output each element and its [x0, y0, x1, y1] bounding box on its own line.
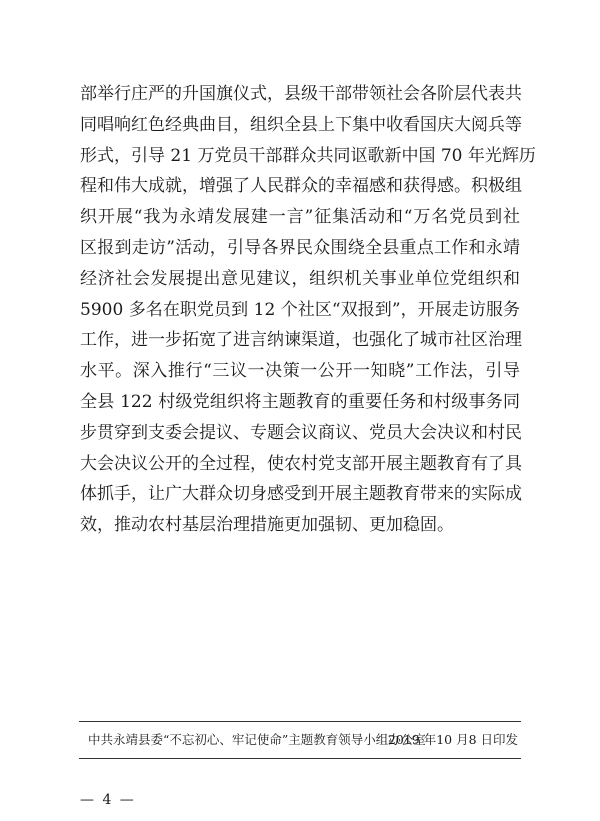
- body-line-13: 大会决议公开的全过程，使农村党支部开展主题教育有了具: [80, 453, 522, 474]
- body-line-6: 区报到走访”活动，引导各界民众围绕全县重点工作和永靖: [80, 237, 520, 258]
- body-line-15: 效，推动农村基层治理措施更加强韧、更加稳固。: [80, 515, 454, 536]
- body-line-3: 形式，引导 21 万党员干部群众共同讴歌新中国 70 年光辉历: [80, 145, 536, 166]
- body-line-12: 步贯穿到支委会提议、专题会议商议、党员大会决议和村民: [80, 422, 522, 443]
- body-line-5: 织开展“我为永靖发展建一言”征集活动和“万名党员到社: [80, 207, 520, 228]
- body-line-2: 同唱响红色经典曲目，组织全县上下集中收看国庆大阅兵等: [80, 114, 522, 135]
- body-line-1: 部举行庄严的升国旗仪式，县级干部带领社会各阶层代表共: [80, 84, 522, 104]
- body-line-10: 水平。深入推行“三议一决策一公开一知晓”工作法，引导: [80, 361, 520, 382]
- issue-date: 2019 年10 月8 日印发: [387, 732, 518, 747]
- footer-top-rule: [79, 721, 521, 722]
- body-paragraph: [80, 79, 536, 541]
- footer-bottom-rule: [79, 758, 521, 759]
- body-line-9: 工作，进一步拓宽了进言纳谏渠道，也强化了城市社区治理: [80, 330, 522, 351]
- body-line-8: 5900 多名在职党员到 12 个社区“双报到”，开展走访服务: [80, 299, 520, 320]
- body-line-4: 程和伟大成就，增强了人民群众的幸福感和获得感。积极组: [80, 176, 522, 197]
- body-line-11: 全县 122 村级党组织将主题教育的重要任务和村级事务同: [80, 391, 520, 412]
- body-line-14: 体抓手，让广大群众切身感受到开展主题教育带来的实际成: [80, 484, 522, 505]
- page-number: — 4 —: [80, 792, 136, 808]
- issuer-name: 中共永靖县委“不忘初心、牢记使命”主题教育领导小组办公室: [88, 732, 426, 747]
- body-line-7: 经济社会发展提出意见建议，组织机关事业单位党组织和: [80, 268, 520, 289]
